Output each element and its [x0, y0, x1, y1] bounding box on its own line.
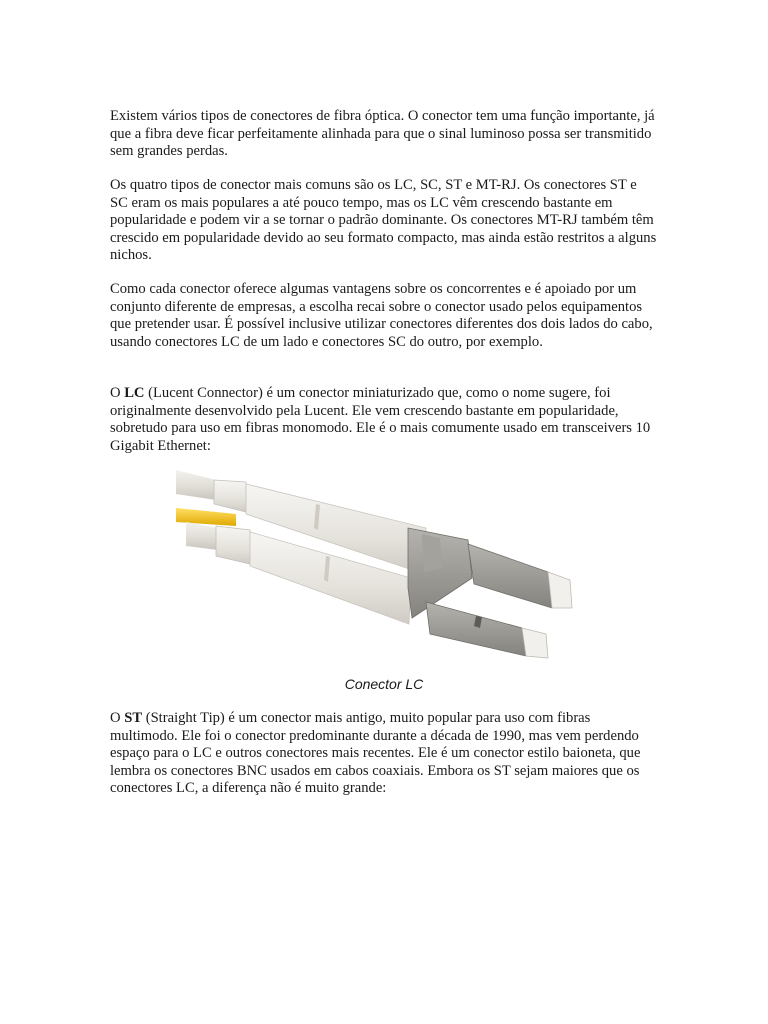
paragraph-st	[110, 710, 658, 798]
paragraph-st-prefix: O	[110, 710, 125, 726]
figure-caption: Conector LC	[344, 676, 424, 692]
paragraph-intro: Existem vários tipos de conectores de fibra óptica. O conector tem uma função importante, já que a fibra deve ficar perfeitamente alinhada para que o sinal luminoso possa ser transmitido sem grandes perdas.	[110, 108, 655, 159]
paragraph-connector-choice: Como cada conector oferece algumas vantagens sobre os concorrentes e é apoiado por um conjunto diferente de empresas, a escolha recai sobre o conector usado pelos equipamentos que pretender usar. É possível inclusive utilizar conectores diferentes dos dois lados do cabo, usando conectores LC de um lado e conectores SC do outro, por exemplo.	[110, 281, 653, 350]
paragraph-lc-body: (Lucent Connector) é um conector miniaturizado que, como o nome sugere, foi originalmente desenvolvido pela Lucent. Ele vem crescendo bastante em popularidade, sobretudo para uso em fibras monomodo. Ele é o mais comumente usado em transceivers 10 Gigabit Ethernet:	[110, 385, 651, 454]
upper-connector-head	[468, 544, 552, 608]
lower-ferrule	[522, 628, 548, 658]
yellow-fiber	[176, 508, 236, 526]
paragraph-connector-types: Os quatro tipos de conector mais comuns são os LC, SC, ST e MT-RJ. Os conectores ST e SC eram os mais populares a até pouco tempo, mas os LC vêm crescendo bastante em popularidade e podem vir a se tornar o padrão dominante. Os conectores MT-RJ também têm crescido em popularidade devido ao seu formato compacto, mas ainda estão restritos a alguns nichos.	[110, 177, 657, 263]
lower-cable	[186, 522, 218, 550]
paragraph-st-body: (Straight Tip) é um conector mais antigo, muito popular para uso com fibras multimodo. Ele foi o conector predominante durante a década de 1990, mas vem perdendo espaço para o LC e outros conectores mais recentes. Ele é um conector estilo baioneta, que lembra os conectores BNC usados em cabos coaxiais. Embora os ST sejam maiores que os conectores LC, a diferença não é muito grande:	[110, 710, 641, 796]
lc-connector-image	[176, 468, 594, 668]
lower-boot-collar	[216, 526, 250, 564]
paragraph-lc-term: LC	[124, 385, 145, 401]
upper-boot-collar	[214, 480, 246, 512]
duplex-clip-latch	[422, 534, 442, 572]
upper-ferrule	[548, 572, 572, 608]
lc-connector-illustration	[176, 468, 594, 668]
paragraph-lc-prefix: O	[110, 385, 125, 401]
lower-connector-head	[426, 602, 526, 656]
paragraph-lc	[110, 385, 658, 455]
paragraph-st-term: ST	[124, 710, 143, 726]
upper-cable	[176, 470, 216, 500]
